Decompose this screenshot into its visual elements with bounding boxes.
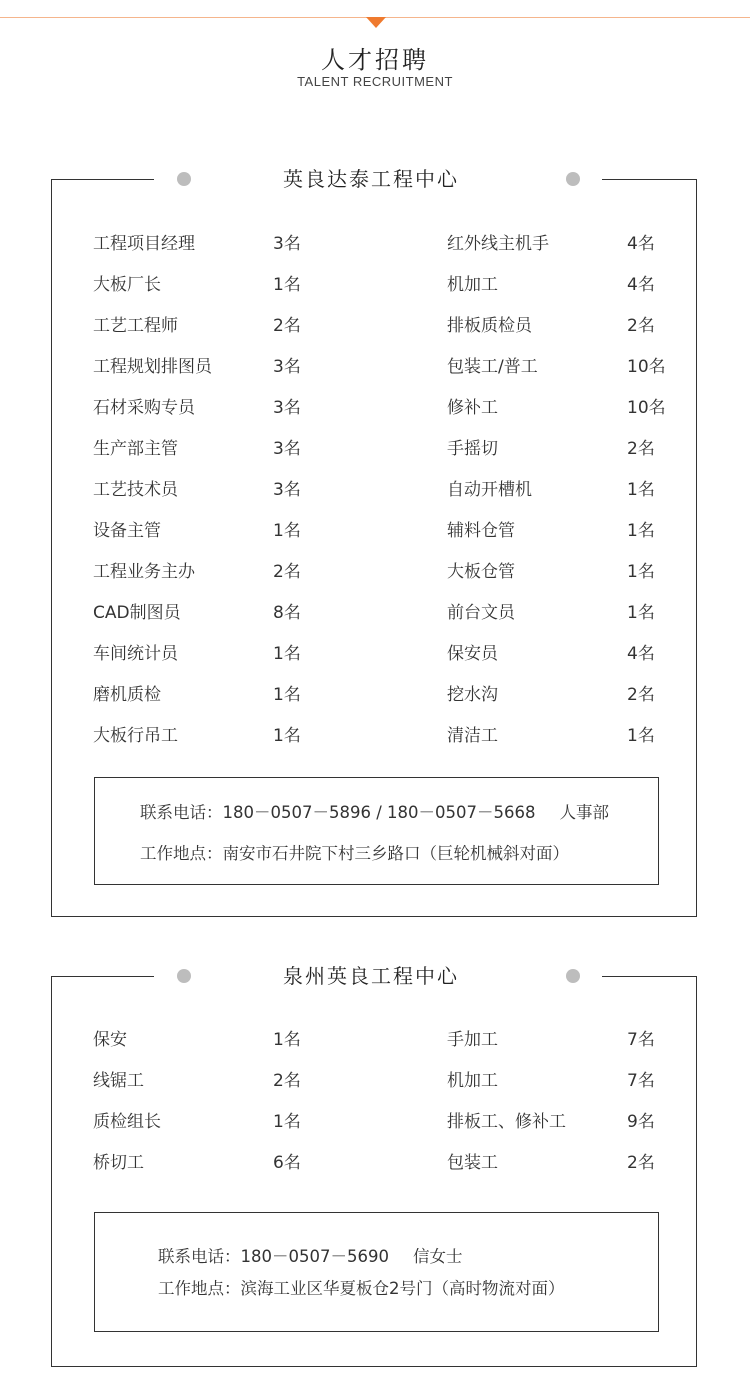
job-title: 设备主管 — [93, 521, 161, 541]
job-headcount: 3名 — [273, 439, 301, 459]
phone-label: 联系电话： — [158, 1247, 241, 1266]
contact-department: 信女士 — [412, 1247, 463, 1266]
dot-icon — [566, 172, 580, 186]
address-label: 工作地点： — [158, 1279, 241, 1298]
job-title: 质检组长 — [93, 1112, 161, 1132]
contact-phone-line — [140, 799, 609, 823]
job-title: 修补工 — [447, 398, 498, 418]
job-title: 包装工 — [447, 1153, 498, 1173]
job-title: 桥切工 — [93, 1153, 144, 1173]
job-title: 大板厂长 — [93, 275, 161, 295]
contact-phone-line — [158, 1243, 462, 1267]
job-headcount: 1名 — [273, 1112, 301, 1132]
job-headcount: 4名 — [627, 275, 655, 295]
job-title: 机加工 — [447, 1071, 498, 1091]
dot-icon — [566, 969, 580, 983]
job-headcount: 6名 — [273, 1153, 301, 1173]
job-title: 线锯工 — [93, 1071, 144, 1091]
contact-address-line — [158, 1275, 565, 1299]
job-headcount: 7名 — [627, 1071, 655, 1091]
job-title: 前台文员 — [447, 603, 515, 623]
job-headcount: 2名 — [627, 439, 655, 459]
job-headcount: 7名 — [627, 1030, 655, 1050]
job-headcount: 2名 — [273, 562, 301, 582]
job-headcount: 4名 — [627, 644, 655, 664]
address-text: 南安市石井院下村三乡路口（巨轮机械斜对面） — [222, 844, 569, 863]
job-title: 保安 — [93, 1030, 127, 1050]
job-headcount: 1名 — [273, 1030, 301, 1050]
job-title: 工程业务主办 — [93, 562, 195, 582]
job-headcount: 3名 — [273, 357, 301, 377]
job-title: 工程规划排图员 — [93, 357, 212, 377]
job-headcount: 2名 — [627, 685, 655, 705]
job-title: 红外线主机手 — [447, 234, 549, 254]
contact-box — [94, 777, 659, 885]
job-title: 手加工 — [447, 1030, 498, 1050]
dot-icon — [177, 172, 191, 186]
job-headcount: 8名 — [273, 603, 301, 623]
job-headcount: 1名 — [273, 521, 301, 541]
job-headcount: 1名 — [273, 685, 301, 705]
job-title: 排板质检员 — [447, 316, 532, 336]
job-headcount: 1名 — [627, 726, 655, 746]
phone-numbers: 180－0507－5896 / 180－0507－5668 — [222, 803, 536, 822]
section-panel-yingliang-datai — [51, 167, 697, 917]
job-headcount: 2名 — [627, 1153, 655, 1173]
job-title: 生产部主管 — [93, 439, 178, 459]
address-label: 工作地点： — [140, 844, 223, 863]
job-title: 清洁工 — [447, 726, 498, 746]
job-headcount: 1名 — [627, 603, 655, 623]
job-headcount: 4名 — [627, 234, 655, 254]
contact-address-line — [140, 840, 569, 864]
job-headcount: 2名 — [627, 316, 655, 336]
section-title: 英良达泰工程中心 — [283, 167, 459, 191]
job-headcount: 3名 — [273, 480, 301, 500]
page-subtitle: TALENT RECRUITMENT — [297, 74, 453, 89]
job-title: 磨机质检 — [93, 685, 161, 705]
job-headcount: 2名 — [273, 316, 301, 336]
job-title: 包装工/普工 — [447, 357, 538, 377]
job-headcount: 1名 — [273, 644, 301, 664]
job-title: 工艺技术员 — [93, 480, 178, 500]
job-title: 挖水沟 — [447, 685, 498, 705]
job-headcount: 1名 — [273, 275, 301, 295]
phone-label: 联系电话： — [140, 803, 223, 822]
section-title: 泉州英良工程中心 — [283, 964, 459, 988]
panel-top-border-left — [51, 179, 154, 180]
job-headcount: 2名 — [273, 1071, 301, 1091]
job-title: 石材采购专员 — [93, 398, 195, 418]
panel-top-border-right — [602, 976, 697, 977]
job-title: 排板工、修补工 — [447, 1112, 566, 1132]
job-title: 大板仓管 — [447, 562, 515, 582]
dot-icon — [177, 969, 191, 983]
phone-numbers: 180－0507－5690 — [240, 1247, 389, 1266]
job-title: 工艺工程师 — [93, 316, 178, 336]
job-title: 保安员 — [447, 644, 498, 664]
section-panel-quanzhou-yingliang — [51, 964, 697, 1367]
job-headcount: 9名 — [627, 1112, 655, 1132]
triangle-marker-icon — [366, 17, 386, 28]
address-text: 滨海工业区华夏板仓2号门（高时物流对面） — [240, 1279, 565, 1298]
job-headcount: 1名 — [627, 521, 655, 541]
job-headcount: 10名 — [627, 398, 666, 418]
job-title: 自动开槽机 — [447, 480, 532, 500]
job-title: 工程项目经理 — [93, 234, 195, 254]
job-headcount: 3名 — [273, 234, 301, 254]
job-title: CAD制图员 — [93, 603, 181, 623]
job-headcount: 1名 — [273, 726, 301, 746]
job-title: 手摇切 — [447, 439, 498, 459]
job-title: 车间统计员 — [93, 644, 178, 664]
job-headcount: 10名 — [627, 357, 666, 377]
panel-top-border-left — [51, 976, 154, 977]
contact-department: 人事部 — [559, 803, 610, 822]
job-title: 机加工 — [447, 275, 498, 295]
job-headcount: 1名 — [627, 562, 655, 582]
panel-top-border-right — [602, 179, 697, 180]
job-headcount: 1名 — [627, 480, 655, 500]
contact-box — [94, 1212, 659, 1332]
job-title: 辅料仓管 — [447, 521, 515, 541]
job-headcount: 3名 — [273, 398, 301, 418]
job-title: 大板行吊工 — [93, 726, 178, 746]
page-title: 人才招聘 — [321, 46, 429, 74]
